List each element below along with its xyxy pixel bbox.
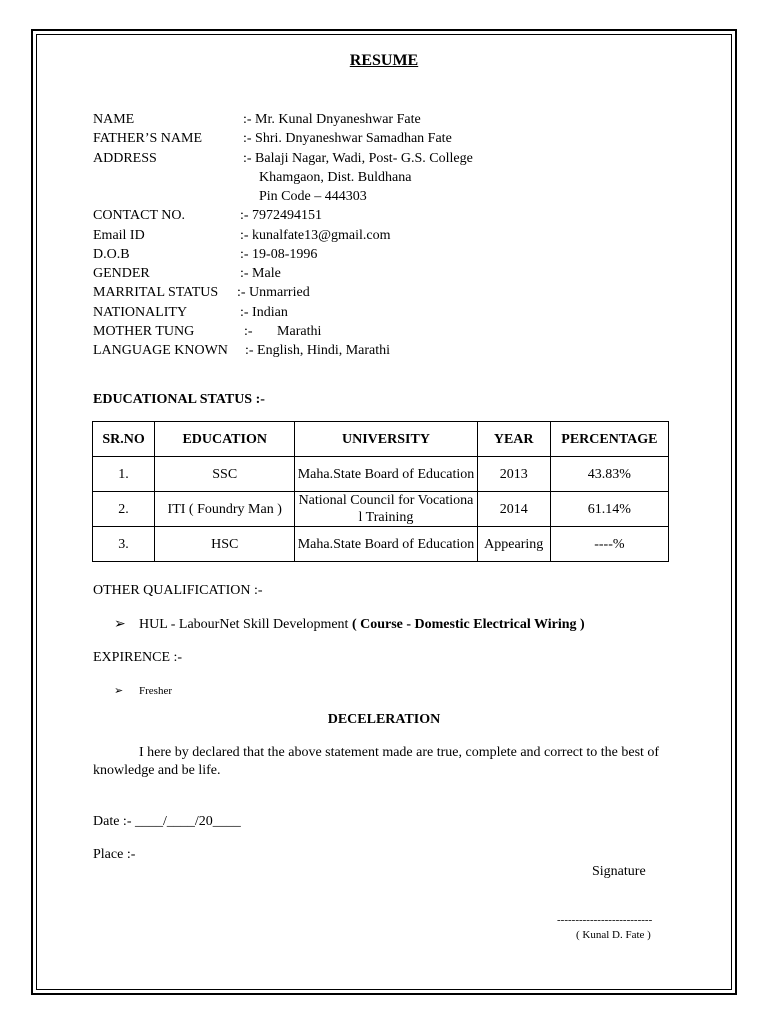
cell-percentage: ----% xyxy=(550,527,668,562)
experience-item: Fresher xyxy=(139,685,172,697)
contact-label: CONTACT NO. xyxy=(93,208,185,223)
email-value: :- kunalfate13@gmail.com xyxy=(240,228,391,243)
qualification-text: HUL - LabourNet Skill Development xyxy=(139,617,352,632)
father-name-label: FATHER’S NAME xyxy=(93,131,203,146)
cell-sr-no: 3. xyxy=(93,527,155,562)
experience-heading: EXPIRENCE :- xyxy=(93,650,183,665)
table-row xyxy=(93,492,669,527)
header-education: EDUCATION xyxy=(155,422,295,457)
address-line-2: Khamgaon, Dist. Buldhana xyxy=(259,170,412,185)
place-line: Place :- xyxy=(93,847,136,862)
header-sr-no: SR.NO xyxy=(93,422,155,457)
mother-tongue-value: :- Marathi xyxy=(244,324,322,339)
other-qualification-heading: OTHER QUALIFICATION :- xyxy=(93,583,263,598)
marital-status-label: MARRITAL STATUS xyxy=(93,285,219,300)
declaration-text: I here by declared that the above statement made are true, complete and correct to the best of knowledge and be life. xyxy=(93,745,660,778)
resume-title: RESUME xyxy=(349,52,419,69)
cell-sr-no: 1. xyxy=(93,457,155,492)
languages-label: LANGUAGE KNOWN xyxy=(93,343,228,358)
qualification-course: ( Course - Domestic Electrical Wiring ) xyxy=(351,617,585,632)
cell-university: Maha.State Board of Education xyxy=(295,457,477,492)
cell-education: ITI ( Foundry Man ) xyxy=(155,492,295,527)
cell-year: 2013 xyxy=(477,457,550,492)
address-line-1: :- Balaji Nagar, Wadi, Post- G.S. College xyxy=(243,151,473,166)
dob-value: :- 19-08-1996 xyxy=(240,247,318,262)
cell-percentage: 61.14% xyxy=(550,492,668,527)
signature-name: ( Kunal D. Fate ) xyxy=(576,929,651,941)
father-name-value: :- Shri. Dnyaneshwar Samadhan Fate xyxy=(243,131,452,146)
declaration-heading: DECELERATION xyxy=(327,712,441,727)
bullet-arrow-icon: ➢ xyxy=(114,617,126,632)
table-header-row xyxy=(93,422,669,457)
header-percentage: PERCENTAGE xyxy=(550,422,668,457)
cell-year: 2014 xyxy=(477,492,550,527)
signature-line: -------------------------- xyxy=(557,914,653,926)
email-label: Email ID xyxy=(93,228,145,243)
gender-value: :- Male xyxy=(240,266,281,281)
education-heading: EDUCATIONAL STATUS :- xyxy=(93,392,265,407)
nationality-label: NATIONALITY xyxy=(93,305,188,320)
mother-tongue-label: MOTHER TUNG xyxy=(93,324,195,339)
bullet-arrow-icon: ➢ xyxy=(114,685,124,697)
cell-education: SSC xyxy=(155,457,295,492)
cell-university: Maha.State Board of Education xyxy=(295,527,477,562)
cell-university: National Council for Vocational Training xyxy=(295,492,477,527)
address-label: ADDRESS xyxy=(93,151,157,166)
name-label: NAME xyxy=(93,112,135,127)
date-line: Date :- ____/____/20____ xyxy=(93,814,241,829)
cell-sr-no: 2. xyxy=(93,492,155,527)
contact-value: :- 7972494151 xyxy=(240,208,323,223)
address-line-3: Pin Code – 444303 xyxy=(259,189,367,204)
marital-status-value: :- Unmarried xyxy=(237,285,310,300)
dob-label: D.O.B xyxy=(93,247,130,262)
header-university: UNIVERSITY xyxy=(295,422,477,457)
header-year: YEAR xyxy=(477,422,550,457)
gender-label: GENDER xyxy=(93,266,150,281)
table-row xyxy=(93,527,669,562)
cell-percentage: 43.83% xyxy=(550,457,668,492)
name-value: :- Mr. Kunal Dnyaneshwar Fate xyxy=(243,112,421,127)
signature-label: Signature xyxy=(592,864,646,879)
cell-education: HSC xyxy=(155,527,295,562)
languages-value: :- English, Hindi, Marathi xyxy=(245,343,391,358)
education-table xyxy=(92,421,669,562)
qualification-item xyxy=(139,616,585,634)
table-row xyxy=(93,457,669,492)
cell-year: Appearing xyxy=(477,527,550,562)
nationality-value: :- Indian xyxy=(240,305,288,320)
